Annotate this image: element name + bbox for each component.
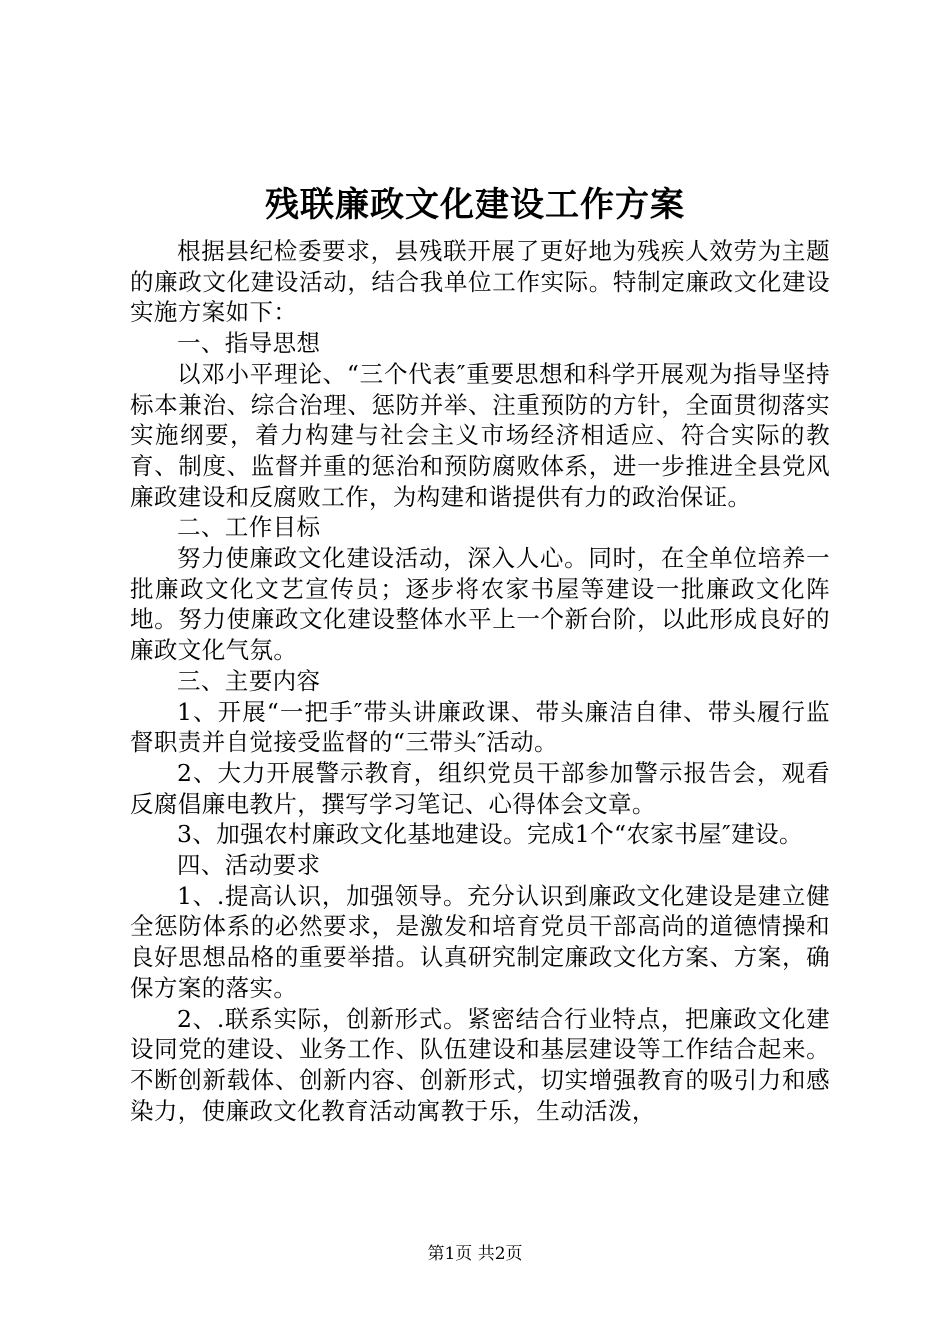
guiding-ideology-paragraph: 以邓小平理论、“三个代表″重要思想和科学开展观为指导坚持标本兼治、综合治理、惩防并举、注重预防的方针，全面贯彻落实实施纲要，着力构建与社会主义市场经济相适应、符合实际的教育、制度、监督并重的惩治和预防腐败体系，进一步推进全县党风廉政建设和反腐败工作，为构建和谐提供有力的政治保证。: [130, 359, 830, 511]
work-goals-paragraph: 努力使廉政文化建设活动，深入人心。同时，在全单位培养一批廉政文化文艺宣传员；逐步将农家书屋等建设一批廉政文化阵地。努力使廉政文化建设整体水平上一个新台阶，以此形成良好的廉政文化气氛。: [130, 544, 830, 665]
activity-requirement-item-1: 1、.提高认识，加强领导。充分认识到廉政文化建设是建立健全惩防体系的必然要求，是激发和培育党员干部高尚的道德情操和良好思想品格的重要举措。认真研究制定廉政文化方案、方案，确保方案的落实。: [130, 881, 830, 1002]
main-content-item-3: 3、加强农村廉政文化基地建设。完成1个“农家书屋″建设。: [177, 820, 803, 849]
intro-paragraph: 根据县纪检委要求，县残联开展了更好地为残疾人效劳为主题的廉政文化建设活动，结合我单位工作实际。特制定廉政文化建设实施方案如下：: [130, 237, 830, 327]
section-heading-activity-requirements: 四、活动要求: [177, 851, 321, 880]
main-content-item-1: 1、开展“一把手″带头讲廉政课、带头廉洁自律、带头履行监督职责并自觉接受监督的“三带头″活动。: [130, 697, 830, 757]
section-heading-work-goals: 二、工作目标: [177, 513, 321, 542]
document-body: [130, 236, 830, 1126]
main-content-item-2: 2、大力开展警示教育，组织党员干部参加警示报告会，观看反腐倡廉电教片，撰写学习笔记、心得体会文章。: [130, 758, 830, 818]
section-heading-main-content: 三、主要内容: [177, 666, 321, 695]
activity-requirement-item-2: 2、.联系实际，创新形式。紧密结合行业特点，把廉政文化建设同党的建设、业务工作、队伍建设和基层建设等工作结合起来。不断创新载体、创新内容、创新形式，切实增强教育的吸引力和感染力，使廉政文化教育活动寓教于乐，生动活泼，: [130, 1004, 830, 1125]
document-title: 残联廉政文化建设工作方案: [265, 185, 685, 225]
page-number-footer: 第1页 共2页: [427, 1244, 523, 1264]
section-heading-guiding-ideology: 一、指导思想: [177, 329, 321, 358]
